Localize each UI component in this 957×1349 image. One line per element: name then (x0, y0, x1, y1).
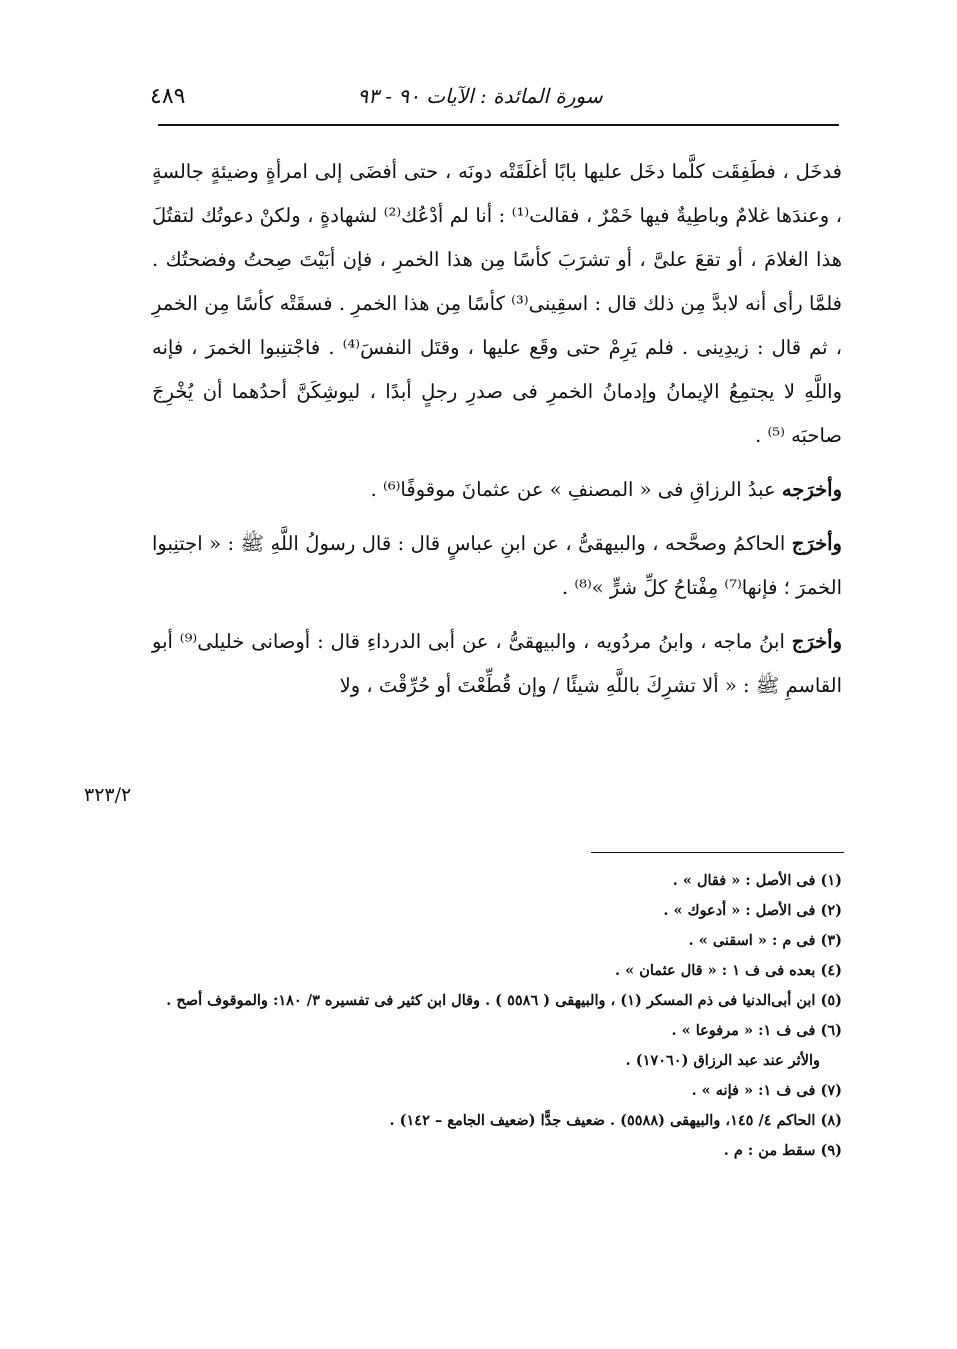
paragraph (152, 468, 842, 512)
main-text (152, 150, 842, 708)
paragraph-lead: وأخرَجه (781, 478, 842, 501)
footnote: (٩) سقط من : م . (723, 1142, 842, 1159)
paragraph-lead: وأخرَج (791, 630, 843, 653)
paragraph-lead: وأخرَج (791, 532, 842, 555)
footnote: (٤) بعده فى ف ١ : « قال عثمان » . (615, 962, 842, 979)
footnote: (٧) فى ف ١: « فإنه » . (691, 1082, 842, 1099)
paragraph-text: فدخَل ، فطَفِقَت كلَّما دخَل عليها بابًا أغلَقَتْه دونَه ، حتى أفضَى إلى امرأةٍ وضيئةٍ جالسةٍ ، وعندَها غلامٌ وباطِيةٌ فيها خَمْرٌ ، فقالت⁽¹⁾ : أنا لم أدْعُك⁽²⁾ لشهادةٍ ، ولكنْ دعوتُك لتقتُلَ هذا الغلامَ ، أو تقعَ علىَّ ، أو تشرَبَ كأسًا مِن هذا الخمرِ ، فإن أبَيْتَ صِحتُ وفضحتُك . فلمَّا رأى أنه لابدَّ مِن ذلك قال : اسقِينى⁽³⁾ كأسًا مِن هذا الخمرِ . فسقَتْه كأسًا مِن الخمرِ ، ثم قال : زيدِينى . فلم يَرِمْ حتى وقَع عليها ، وقتَل النفسَ⁽⁴⁾ . فاجْتنِبوا الخمرَ ، فإنه واللَّهِ لا يجتمِعُ الإيمانُ وإدمانُ الخمرِ فى صدرِ رجلٍ أبدًا ، ليوشِكَنَّ أحدُهما أن يُخْرِجَ صاحبَه ⁽⁵⁾ . (152, 160, 843, 447)
footnotes (152, 866, 842, 1166)
header-rule (158, 124, 839, 126)
footnote: (٦) فى ف ١: « مرفوعا » . (671, 1022, 842, 1039)
paragraph-text: عبدُ الرزاقِ فى « المصنفِ » عن عثمانَ موقوفًا⁽⁶⁾ . (370, 478, 776, 501)
footnote: (٨) الحاكم ٤/ ١٤٥، والبيهقى (٥٥٨٨) . ضعيف جدًّا (ضعيف الجامع – ١٤٢) . (389, 1112, 842, 1129)
margin-reference: ٣٢٣/٢ (84, 784, 132, 806)
footnote-rule (591, 852, 844, 853)
footnote: (٣) فى م : « اسقنى » . (688, 932, 842, 949)
paragraph (152, 150, 842, 458)
paragraph-text: الحاكمُ وصحَّحه ، والبيهقىُّ ، عن ابنِ عباسٍ قال : قال رسولُ اللَّهِ ﷺ : « اجتنِبوا الخمرَ ؛ فإنها⁽⁷⁾ مِفْتاحُ كلِّ شرٍّ »⁽⁸⁾ . (152, 532, 842, 599)
footnote: (١) فى الأصل : « فقال » . (672, 872, 842, 889)
running-header-title: سورة المائدة : الآيات ٩٠ - ٩٣ (357, 84, 603, 108)
paragraph (152, 522, 842, 610)
footnote: (٢) فى الأصل : « أدعوك » . (663, 902, 842, 919)
paragraph-text: ابنُ ماجه ، وابنُ مردُويه ، والبيهقىُّ ، عن أبى الدرداءِ قال : أوصانى خليلى⁽⁹⁾ أبو القاسمِ ﷺ : « ألا تشرِكَ باللَّهِ شيئًا / وإن قُطِّعْتَ أو حُرِّقْتَ ، ولا (152, 630, 842, 697)
page-number: ٤٨٩ (150, 84, 186, 109)
footnote-continuation: والأثر عند عبد الرزاق (١٧٠٦٠) . (625, 1052, 820, 1069)
footnote: (٥) ابن أبى‌الدنيا فى ذم المسكر (١) ، والبيهقى ( ٥٥٨٦ ) . وقال ابن كثير فى تفسيره ٣/ ١٨٠: والموقوف أصح . (166, 992, 842, 1009)
paragraph (152, 620, 842, 708)
